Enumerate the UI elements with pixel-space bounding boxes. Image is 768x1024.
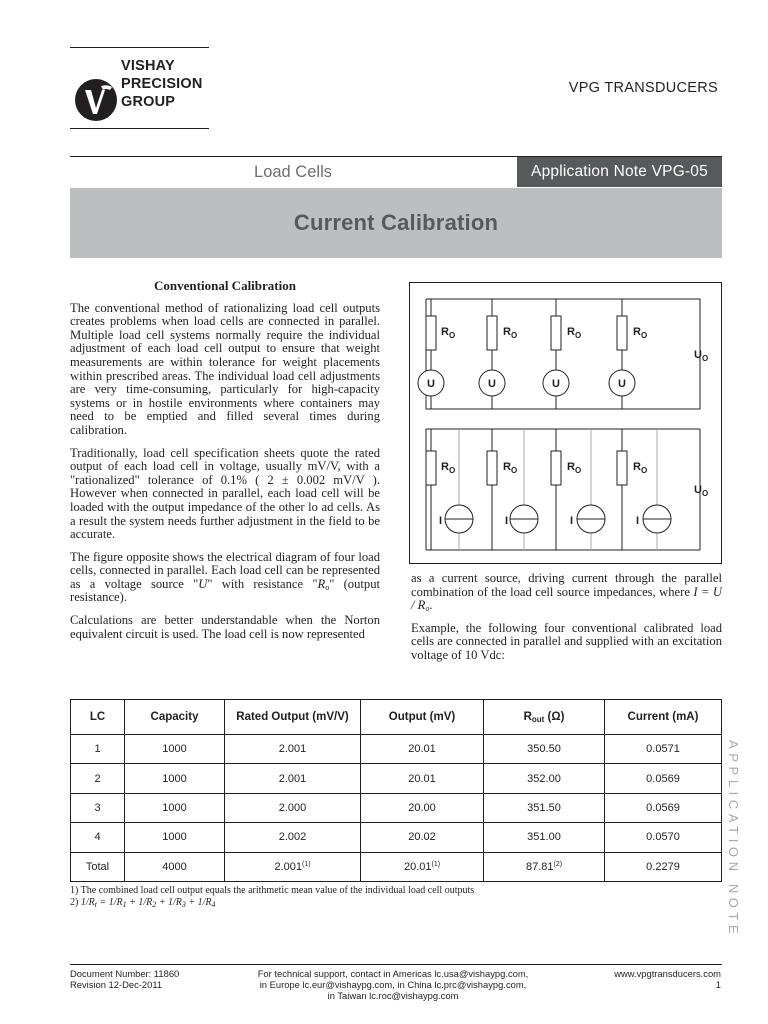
footer-rule — [70, 964, 722, 965]
section-heading: Conventional Calibration — [154, 278, 296, 293]
support-line-2: in Europe lc.eur@vishaypg.com, in China lc.prc@vishaypg.com, — [259, 979, 527, 990]
label-u-4: U — [618, 378, 626, 390]
doc-number: Document Number: 11860 — [70, 968, 180, 979]
page-title: Current Calibration — [293, 210, 499, 235]
right-column — [411, 572, 722, 672]
label-r-7: $R_O$ — [567, 461, 582, 475]
vpg-logo-icon — [74, 78, 118, 122]
logo-line-3: GROUP — [121, 94, 176, 110]
logo-line-2: PRECISION — [121, 76, 203, 92]
page-number: 1 — [715, 979, 721, 990]
load-cell-table — [70, 699, 722, 882]
category-label: Load Cells — [254, 162, 332, 181]
resistor-8 — [617, 451, 627, 485]
header-rule-bottom — [70, 128, 209, 129]
label-i-4: I — [636, 515, 640, 527]
paragraph-4: Calculations are better understandable when the Norton equivalent circuit is used. The load cell is now represented — [70, 613, 380, 641]
paragraph-2: Traditionally, load cell specification sheets quote the rated output of each load cell in voltage, usually mV/V, with a "rationalized" tolerance of 0.1% ( 2 ± 0.002 mV/V ). However when connected in parallel, each load cell will be loaded with the output impedance of the other lo ad cells. As a result the system needs further adjustment in the field to be accurate. — [70, 445, 380, 542]
table-row: 3 1000 2.000 20.00 351.50 0.0569 — [71, 793, 722, 822]
label-r-4: $R_O$ — [633, 326, 648, 340]
p5-part-a: as a current source, driving current through the parallel combination of the load cell source impedances, where — [411, 571, 722, 599]
label-r-8: $R_O$ — [633, 461, 648, 475]
paragraph-6: Example, the following four conventional calibrated load cells are connected in parallel and supplied with an excitation voltage of 10 Vdc: — [411, 620, 722, 662]
col-header-rout: $R_{out}$ (Ω) — [484, 700, 605, 735]
website-link[interactable]: www.vpgtransducers.com — [614, 968, 721, 979]
footer-doc-info — [70, 968, 179, 990]
table-footnotes — [70, 885, 474, 909]
support-line-3: in Taiwan lc.roc@vishaypg.com — [327, 990, 459, 1001]
label-u-3: U — [552, 378, 560, 390]
resistor-6 — [487, 451, 497, 485]
paragraph-3 — [70, 551, 380, 605]
label-uo-bottom: $U_O$ — [694, 484, 709, 498]
resistor-4 — [617, 316, 627, 350]
col-header-output: Output (mV) — [361, 700, 484, 735]
p3-part-a: The figure opposite shows the electrical diagram of four load cells, connected in parallel. Each load cell can be represented as a voltage source " — [70, 549, 380, 591]
label-r-2: $R_O$ — [503, 326, 518, 340]
label-r-3: $R_O$ — [567, 326, 582, 340]
table-row: 1 1000 2.001 20.01 350.50 0.0571 — [71, 735, 722, 764]
p5-end: . — [429, 598, 433, 613]
table-total-row: Total 4000 2.001$^{(1)}$ 20.01$^{(1)}$ 87.81$^{(2)}$ 0.2279 — [71, 852, 722, 881]
support-line-1: For technical support, contact in Americas lc.usa@vishaypg.com, — [257, 968, 529, 979]
label-i-1: I — [439, 515, 443, 527]
resistor-7 — [551, 451, 561, 485]
footer-site — [614, 968, 721, 990]
label-i-2: I — [505, 515, 509, 527]
p3-u-symbol: U — [198, 576, 208, 591]
p3-part-b: " with resistance " — [207, 576, 318, 591]
footnote-2: 2) $1/R_t = 1/R_1 + 1/R_2 + 1/R_3 + 1/R_4$ — [70, 897, 216, 909]
label-r-1: $R_O$ — [441, 326, 456, 340]
paragraph-1: The conventional method of rationalizing load cell outputs creates problems when load cells are connected in parallel. Multiple load cell systems normally require the individual adjustment of each load cell output to ensure that weight measurements are within tolerance for weight placements within prescribed areas. The individual load cell adjustments are very time-consuming, particularly for high-capacity systems or in hostile environments where containers may need to be emptied and filled several times during calibration. — [70, 300, 380, 437]
parallel-circuit-diagram — [409, 282, 722, 564]
table-row: 2 1000 2.001 20.01 352.00 0.0569 — [71, 764, 722, 793]
col-header-current: Current (mA) — [605, 700, 722, 735]
resistor-3 — [551, 316, 561, 350]
p3-r-sub: o — [325, 582, 330, 592]
paragraph-5 — [411, 572, 722, 613]
table-row: 4 1000 2.002 20.02 351.00 0.0570 — [71, 823, 722, 852]
revision: Revision 12-Dec-2011 — [70, 979, 163, 990]
side-label-application-note: APPLICATION NOTE — [726, 740, 741, 939]
application-note-id: Application Note VPG-05 — [517, 157, 722, 187]
footnote-1: 1) The combined load cell output equals the arithmetic mean value of the individual load cell outputs — [70, 885, 475, 896]
p3-r-symbol: R — [317, 576, 326, 591]
col-header-lc: LC — [71, 700, 125, 735]
logo-line-1: VISHAY — [121, 58, 175, 74]
label-u-2: U — [488, 378, 496, 390]
left-column — [70, 279, 380, 650]
table-header-row — [71, 700, 722, 735]
label-i-3: I — [570, 515, 574, 527]
col-header-rated-output: Rated Output (mV/V) — [225, 700, 361, 735]
p5-equation: I = U / R — [411, 584, 723, 613]
label-r-6: $R_O$ — [503, 461, 518, 475]
label-r-5: $R_O$ — [441, 461, 456, 475]
p3-part-c: " (output resistance). — [70, 576, 380, 605]
col-header-capacity: Capacity — [125, 700, 225, 735]
resistor-1 — [426, 316, 436, 350]
label-u-1: U — [427, 378, 435, 390]
title-band — [70, 188, 722, 258]
footer-support — [228, 968, 558, 1001]
label-uo-top: $U_O$ — [694, 349, 709, 363]
header-rule-top — [70, 47, 209, 48]
division-name: VPG TRANSDUCERS — [568, 80, 718, 96]
company-logo-text — [121, 57, 203, 111]
p5-eq-sub: o — [425, 604, 430, 614]
resistor-2 — [487, 316, 497, 350]
resistor-5 — [426, 451, 436, 485]
